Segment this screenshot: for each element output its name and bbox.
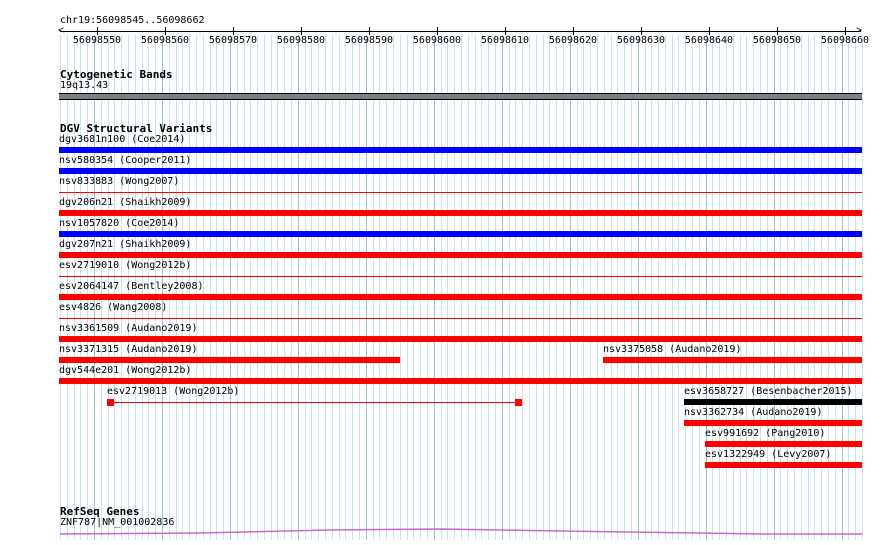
dgv-variant-label[interactable]: nsv833883 (Wong2007)	[59, 176, 180, 187]
cytoband-band[interactable]	[59, 93, 862, 100]
dgv-variant-bar[interactable]	[684, 399, 862, 405]
dgv-variant-bar[interactable]	[705, 441, 862, 447]
dgv-variant-bar[interactable]	[603, 357, 862, 363]
dgv-variant-label[interactable]: esv3658727 (Besenbacher2015)	[684, 386, 853, 397]
dgv-variant-label[interactable]: nsv580354 (Cooper2011)	[59, 155, 192, 166]
dgv-variant-label[interactable]: nsv3362734 (Audano2019)	[684, 407, 823, 418]
dgv-variant-bar[interactable]	[59, 357, 400, 363]
dgv-variant-endcap[interactable]	[107, 399, 114, 406]
dgv-variant-bar[interactable]	[59, 168, 862, 174]
ruler-right-arrow: >	[856, 25, 863, 36]
dgv-variant-label[interactable]: dgv3681n100 (Coe2014)	[59, 134, 186, 145]
ruler-tick-label: 56098570	[208, 35, 258, 46]
dgv-variant-bar[interactable]	[59, 378, 862, 384]
dgv-variant-bar[interactable]	[59, 336, 862, 342]
ruler-tick-label: 56098610	[480, 35, 530, 46]
cytoband-track-title[interactable]: Cytogenetic Bands	[60, 68, 173, 81]
refseq-gene-label[interactable]: ZNF787|NM_001002836	[60, 517, 175, 528]
ruler-tick-label: 56098580	[276, 35, 326, 46]
dgv-variant-label[interactable]: nsv3371315 (Audano2019)	[59, 344, 198, 355]
ruler-tick-label: 56098600	[412, 35, 462, 46]
dgv-variant-label[interactable]: nsv1057820 (Coe2014)	[59, 218, 180, 229]
dgv-variant-label[interactable]: nsv3361509 (Audano2019)	[59, 323, 198, 334]
ruler-tick-mark	[709, 27, 710, 35]
ruler-tick-mark	[573, 27, 574, 35]
dgv-variant-label[interactable]: esv2719010 (Wong2012b)	[59, 260, 192, 271]
ruler-tick-mark	[165, 27, 166, 35]
ruler-tick-mark	[641, 27, 642, 35]
ruler-tick-mark	[301, 27, 302, 35]
ruler-tick-label: 56098660	[820, 35, 870, 46]
dgv-variant-label[interactable]: esv1322949 (Levy2007)	[705, 449, 832, 460]
dgv-variant-connector[interactable]	[114, 402, 515, 403]
ruler-left-arrow: <	[58, 25, 65, 36]
dgv-variant-bar[interactable]	[59, 252, 862, 258]
dgv-variant-bar[interactable]	[59, 231, 862, 237]
ruler-tick-label: 56098590	[344, 35, 394, 46]
dgv-variant-bar[interactable]	[59, 210, 862, 216]
dgv-variant-label[interactable]: dgv206n21 (Shaikh2009)	[59, 197, 192, 208]
ruler-tick-mark	[369, 27, 370, 35]
refseq-intron-line[interactable]	[60, 529, 862, 534]
ruler-tick-label: 56098620	[548, 35, 598, 46]
dgv-variant-bar[interactable]	[705, 462, 862, 468]
ruler-tick-label: 56098560	[140, 35, 190, 46]
ruler-tick-mark	[777, 27, 778, 35]
ruler-tick-label: 56098640	[684, 35, 734, 46]
ruler-tick-mark	[233, 27, 234, 35]
ruler-tick-mark	[437, 27, 438, 35]
dgv-variant-label[interactable]: dgv544e201 (Wong2012b)	[59, 365, 192, 376]
ruler-tick-label: 56098650	[752, 35, 802, 46]
ruler-tick-label: 56098630	[616, 35, 666, 46]
refseq-gene-line[interactable]	[0, 525, 890, 539]
dgv-variant-bar[interactable]	[59, 318, 862, 319]
dgv-variant-bar[interactable]	[684, 420, 862, 426]
dgv-variant-bar[interactable]	[59, 192, 862, 193]
ruler-tick-mark	[505, 27, 506, 35]
position-label: chr19:56098545..56098662	[60, 15, 205, 26]
ruler-tick-mark	[97, 27, 98, 35]
dgv-variant-endcap[interactable]	[515, 399, 522, 406]
ruler-axis	[60, 31, 861, 32]
dgv-variant-label[interactable]: esv991692 (Pang2010)	[705, 428, 826, 439]
cytoband-label: 19q13.43	[60, 80, 109, 91]
dgv-variant-label[interactable]: dgv207n21 (Shaikh2009)	[59, 239, 192, 250]
dgv-variant-label[interactable]: esv2064147 (Bentley2008)	[59, 281, 204, 292]
dgv-track-title[interactable]: DGV Structural Variants	[60, 122, 213, 135]
dgv-variant-bar[interactable]	[59, 147, 862, 153]
dgv-variant-label[interactable]: nsv3375058 (Audano2019)	[603, 344, 742, 355]
dgv-variant-label[interactable]: esv2719013 (Wong2012b)	[107, 386, 240, 397]
refseq-track-title[interactable]: RefSeq Genes	[60, 505, 140, 518]
dgv-variant-bar[interactable]	[59, 276, 862, 277]
dgv-variant-label[interactable]: esv4826 (Wang2008)	[59, 302, 168, 313]
dgv-variant-bar[interactable]	[59, 294, 862, 300]
ruler-tick-mark	[845, 27, 846, 35]
ruler-tick-label: 56098550	[72, 35, 122, 46]
